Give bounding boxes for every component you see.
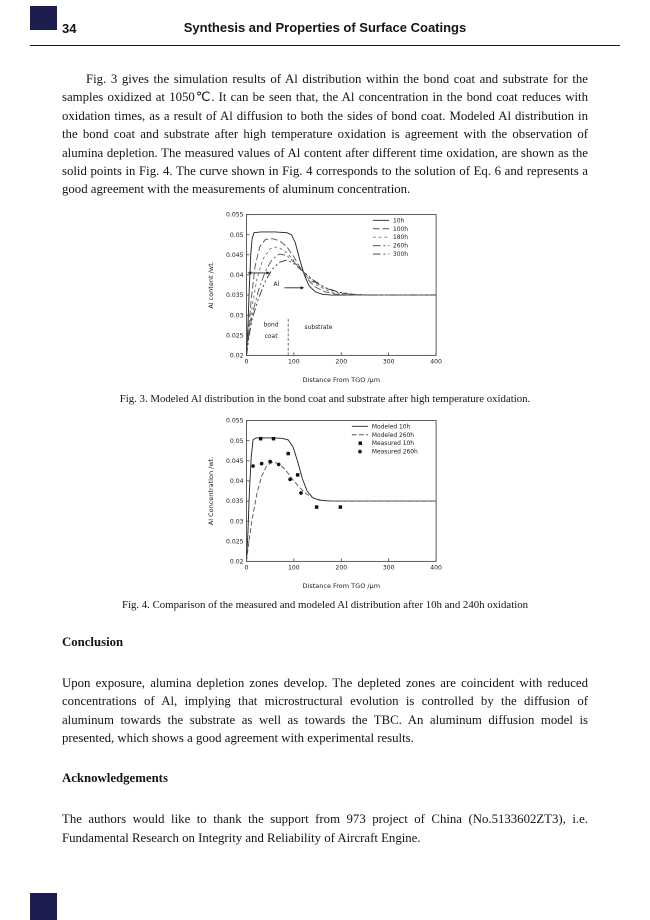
svg-text:300: 300 bbox=[382, 564, 395, 572]
svg-text:300h: 300h bbox=[393, 250, 409, 258]
svg-text:Modeled 10h: Modeled 10h bbox=[371, 423, 411, 431]
svg-text:0.05: 0.05 bbox=[229, 231, 244, 239]
figure-4 bbox=[62, 411, 588, 611]
svg-text:0.025: 0.025 bbox=[226, 538, 244, 546]
acknowledgements-paragraph: The authors would like to thank the support from 973 project of China (No.5133602ZT3), i.e. Fundamental Research on Integrity and Reliability of Aircraft Engine. bbox=[62, 812, 588, 845]
figure-3 bbox=[62, 205, 588, 405]
page-header bbox=[62, 20, 588, 38]
svg-text:0.035: 0.035 bbox=[226, 497, 244, 505]
svg-text:300: 300 bbox=[382, 358, 395, 366]
svg-text:0.055: 0.055 bbox=[226, 211, 244, 219]
svg-text:0.02: 0.02 bbox=[229, 352, 244, 360]
fig3-chart bbox=[204, 205, 446, 387]
svg-text:0.055: 0.055 bbox=[226, 417, 244, 425]
svg-text:100: 100 bbox=[288, 358, 300, 366]
fig4-chart bbox=[204, 411, 446, 593]
svg-text:0.025: 0.025 bbox=[226, 332, 244, 340]
svg-text:coat: coat bbox=[264, 332, 278, 340]
svg-text:0.05: 0.05 bbox=[229, 437, 244, 445]
svg-text:0: 0 bbox=[244, 564, 249, 572]
svg-text:400: 400 bbox=[430, 564, 442, 572]
svg-text:0.03: 0.03 bbox=[229, 312, 244, 320]
svg-text:Al content /wt.: Al content /wt. bbox=[206, 261, 215, 309]
svg-text:Measured 10h: Measured 10h bbox=[371, 440, 415, 448]
svg-text:Measured 260h: Measured 260h bbox=[371, 448, 418, 456]
svg-text:0.03: 0.03 bbox=[229, 518, 244, 526]
svg-text:100h: 100h bbox=[393, 225, 409, 233]
header-rule bbox=[30, 45, 620, 46]
svg-text:0.045: 0.045 bbox=[226, 457, 244, 465]
fig4-caption: Fig. 4. Comparison of the measured and modeled Al distribution after 10h and 240h oxidation bbox=[121, 598, 529, 611]
svg-text:400: 400 bbox=[430, 358, 442, 366]
svg-text:Al: Al bbox=[273, 281, 280, 289]
scan-mark-bottom bbox=[30, 893, 57, 920]
svg-text:Al Concentration /wt.: Al Concentration /wt. bbox=[206, 456, 215, 526]
svg-text:100: 100 bbox=[288, 564, 300, 572]
acknowledgements-heading: Acknowledgements bbox=[62, 771, 168, 786]
intro-paragraph: Fig. 3 gives the simulation results of Al distribution within the bond coat and substrate for the samples oxidized at 1050℃. It can be seen that, the Al concentration in the bond coat reduces with oxidation times, as a result of Al diffusion to both the sides of bond coat. Modeled Al distribution in the bond coat and substrate after high temperature oxidation is agreement with the observation of alumina depletion. The measured values of Al content after different time oxidation, are shown as the solid points in Fig. 4. The curve shown in Fig. 4 corresponds to the solution of Eq. 6 and represents a good agreement with the measurements of aluminum concentration. bbox=[62, 72, 588, 197]
svg-text:200: 200 bbox=[335, 358, 348, 366]
conclusion-heading: Conclusion bbox=[62, 634, 124, 649]
svg-text:0.04: 0.04 bbox=[229, 477, 244, 485]
svg-text:0: 0 bbox=[244, 358, 249, 366]
svg-text:0.04: 0.04 bbox=[229, 271, 244, 279]
svg-text:0.02: 0.02 bbox=[229, 558, 244, 566]
svg-text:bond: bond bbox=[263, 321, 279, 329]
svg-text:180h: 180h bbox=[393, 234, 409, 242]
svg-text:Distance From TGO /μm: Distance From TGO /μm bbox=[302, 376, 381, 385]
svg-text:200: 200 bbox=[335, 564, 348, 572]
svg-text:substrate: substrate bbox=[304, 324, 333, 332]
svg-text:Modeled 260h: Modeled 260h bbox=[371, 431, 415, 439]
running-head-title: Synthesis and Properties of Surface Coatings bbox=[183, 20, 467, 35]
scan-mark-top bbox=[30, 6, 57, 30]
fig3-svg bbox=[204, 205, 446, 387]
svg-text:260h: 260h bbox=[393, 242, 409, 250]
fig3-caption: Fig. 3. Modeled Al distribution in the bond coat and substrate after high temperature oxidation. bbox=[119, 392, 531, 405]
svg-text:10h: 10h bbox=[393, 217, 405, 225]
svg-text:Distance From TGO /μm: Distance From TGO /μm bbox=[302, 582, 381, 591]
svg-text:0.035: 0.035 bbox=[226, 291, 244, 299]
fig4-svg bbox=[204, 411, 446, 593]
svg-text:0.045: 0.045 bbox=[226, 251, 244, 259]
conclusion-paragraph: Upon exposure, alumina depletion zones develop. The depleted zones are coincident with reduced concentrations of Al, implying that microstructural evolution is controlled by the diffusion of aluminum towards the substrate as well as towards the TBC. An aluminum diffusion model is presented, which shows a good agreement with experimental results. bbox=[62, 675, 588, 746]
page-number: 34 bbox=[62, 21, 77, 36]
